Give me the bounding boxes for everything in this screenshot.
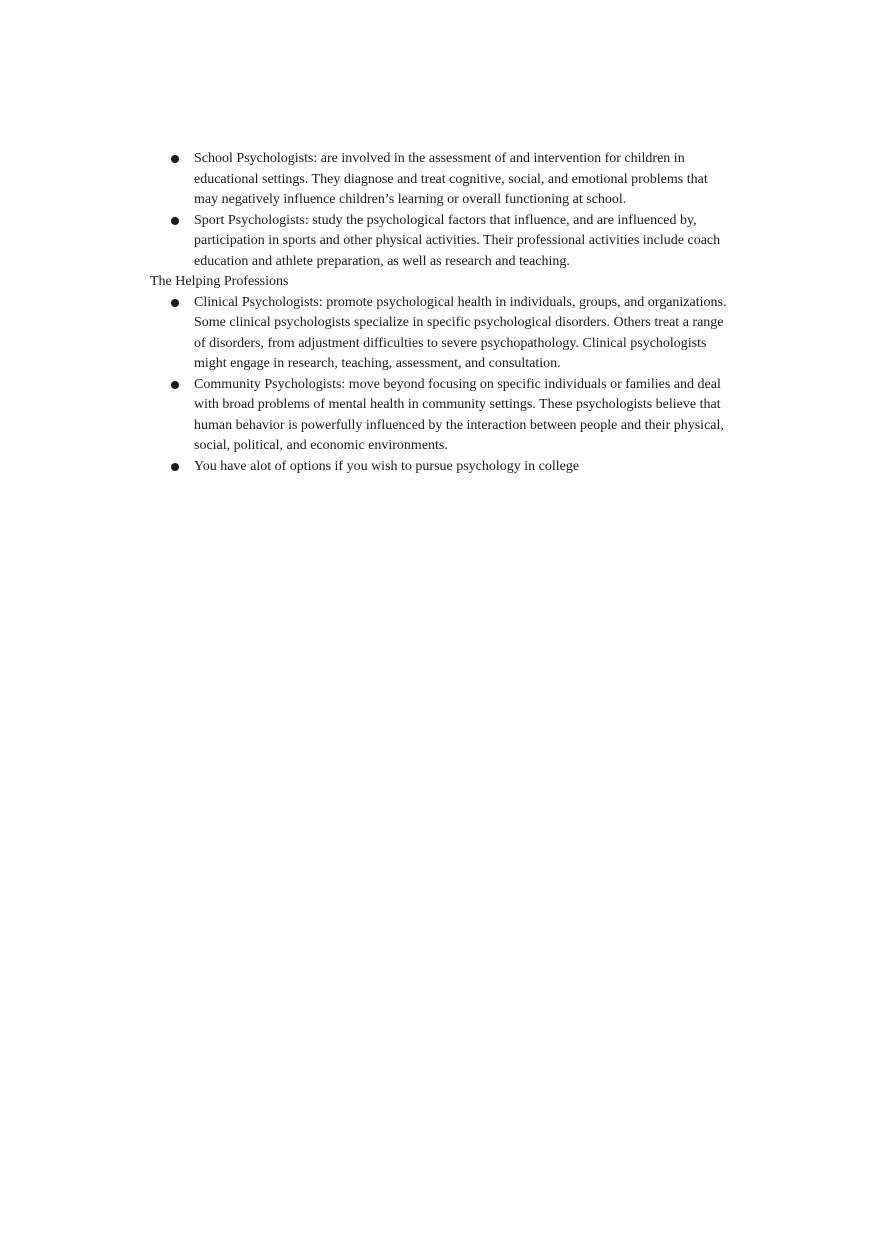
list-item-line: Some clinical psychologists specialize in specific psychological disorders. Others treat a range [194,315,724,330]
list-item-line: education and athlete preparation, as well as research and teaching. [194,253,570,269]
list-item-line: social, political, and economic environments. [194,438,448,453]
section-heading: The Helping Professions [150,274,289,289]
list-item-line: human behavior is powerfully influenced by the interaction between people and their physical, [194,417,724,433]
list-item-line: Clinical Psychologists: promote psychological health in individuals, groups, and organizations. [194,294,727,310]
list-item-line: might engage in research, teaching, assessment, and consultation. [194,356,561,371]
bullet-icon [171,217,179,225]
list-item-line: may negatively influence children’s learning or overall functioning at school. [194,192,627,207]
list-item-line: Community Psychologists: move beyond focusing on specific individuals or families and deal [194,376,721,392]
bullet-icon [171,299,179,307]
list-item-line: School Psychologists: are involved in the assessment of and intervention for children in [194,151,685,166]
list-item-line: You have alot of options if you wish to pursue psychology in college [194,458,580,474]
bullet-icon [171,155,179,163]
list-item-line: Sport Psychologists: study the psychological factors that influence, and are influenced by, [194,212,697,228]
list-item-line: educational settings. They diagnose and treat cognitive, social, and emotional problems that [194,171,708,187]
list-item-line: with broad problems of mental health in community settings. These psychologists believe that [194,397,721,412]
list-item-line: participation in sports and other physical activities. Their professional activities include coach [194,233,721,248]
bullet-icon [171,463,179,471]
bullet-icon [171,381,179,389]
list-item-line: of disorders, from adjustment difficulties to severe psychopathology. Clinical psychologists [194,335,707,351]
